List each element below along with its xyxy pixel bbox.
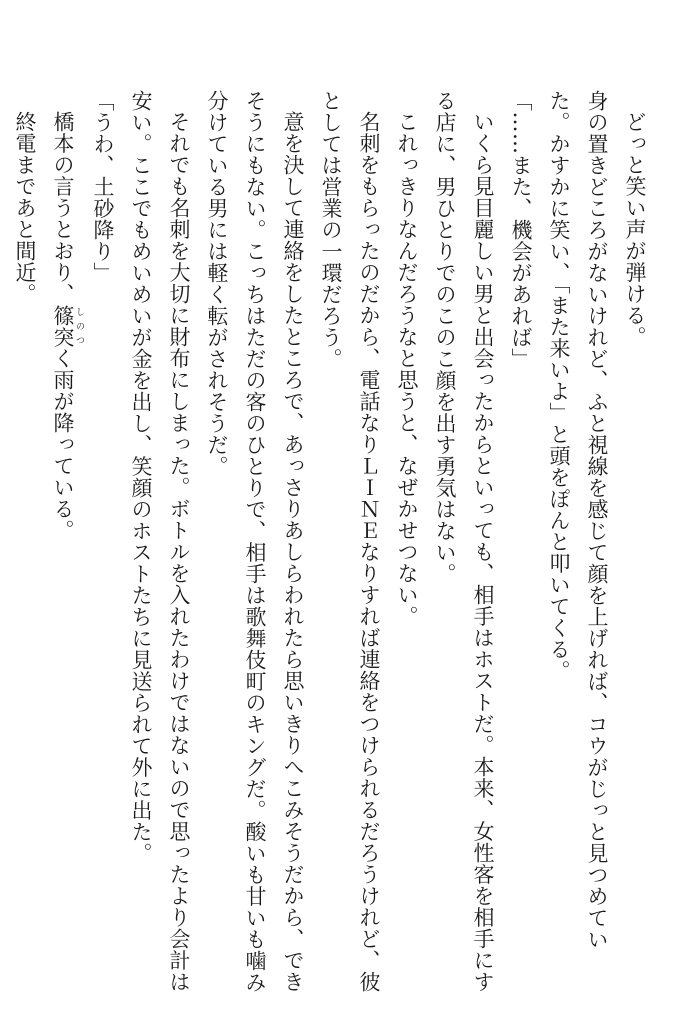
text-column: 「……また、機会があれば」 — [509, 90, 533, 370]
text-column: いくら見目麗しい男と出会ったからといっても、相手はホストだ。本来、女性客を相手にす — [471, 111, 495, 993]
text-segment: 橋本の言うとおり、 — [51, 111, 75, 305]
text-column: 「うわ、土砂降り」 — [91, 90, 115, 284]
text-column-with-ruby — [44, 90, 84, 970]
text-column: 意を決して連絡をしたところで、あっさりあしらわれたら思いきりへこみそうだから、でき — [281, 111, 305, 993]
text-segment: く雨が降っている。 — [51, 347, 75, 541]
text-column: た。かすかに笑い、「また来いよ」と頭をぽんと叩いてくる。 — [547, 90, 571, 682]
text-column: 身の置きどころがないけれど、ふと視線を感じて顔を上げれば、コウがじっと見つめてい — [585, 90, 609, 950]
vertical-text-body — [13, 90, 654, 993]
text-column: これっきりなんだろうなと思うと、なぜかせつない。 — [395, 111, 419, 627]
text-column: る店に、男ひとりでのこのこ顔を出す勇気はない。 — [433, 90, 457, 585]
text-column: 名刺をもらったのだから、電話なりＬＩＮＥなりすれば連絡をつけられるだろうけれど、彼 — [357, 111, 381, 993]
ruby-annotation — [51, 304, 84, 348]
text-column: 安い。ここでもめいめいが金を出し、笑顔のホストたちに見送られて外に出た。 — [129, 90, 153, 864]
text-column: どっと笑い声が弾ける。 — [623, 111, 647, 348]
text-column: そうにもない。こっちはただの客のひとりで、相手は歌舞伎町のキングだ。酸いも甘いも噛み — [243, 90, 267, 993]
ruby-base: 篠突 — [51, 304, 75, 348]
text-column: としては営業の一環だろう。 — [319, 90, 343, 370]
text-column: 分けている男には軽く転がされそうだ。 — [205, 90, 229, 477]
ruby-reading: しのつ — [74, 304, 84, 348]
text-column: それでも名刺を大切に財布にしまった。ボトルを入れたわけではないので思ったより会計は — [167, 111, 191, 993]
text-column: 終電まであと間近。 — [13, 111, 37, 305]
